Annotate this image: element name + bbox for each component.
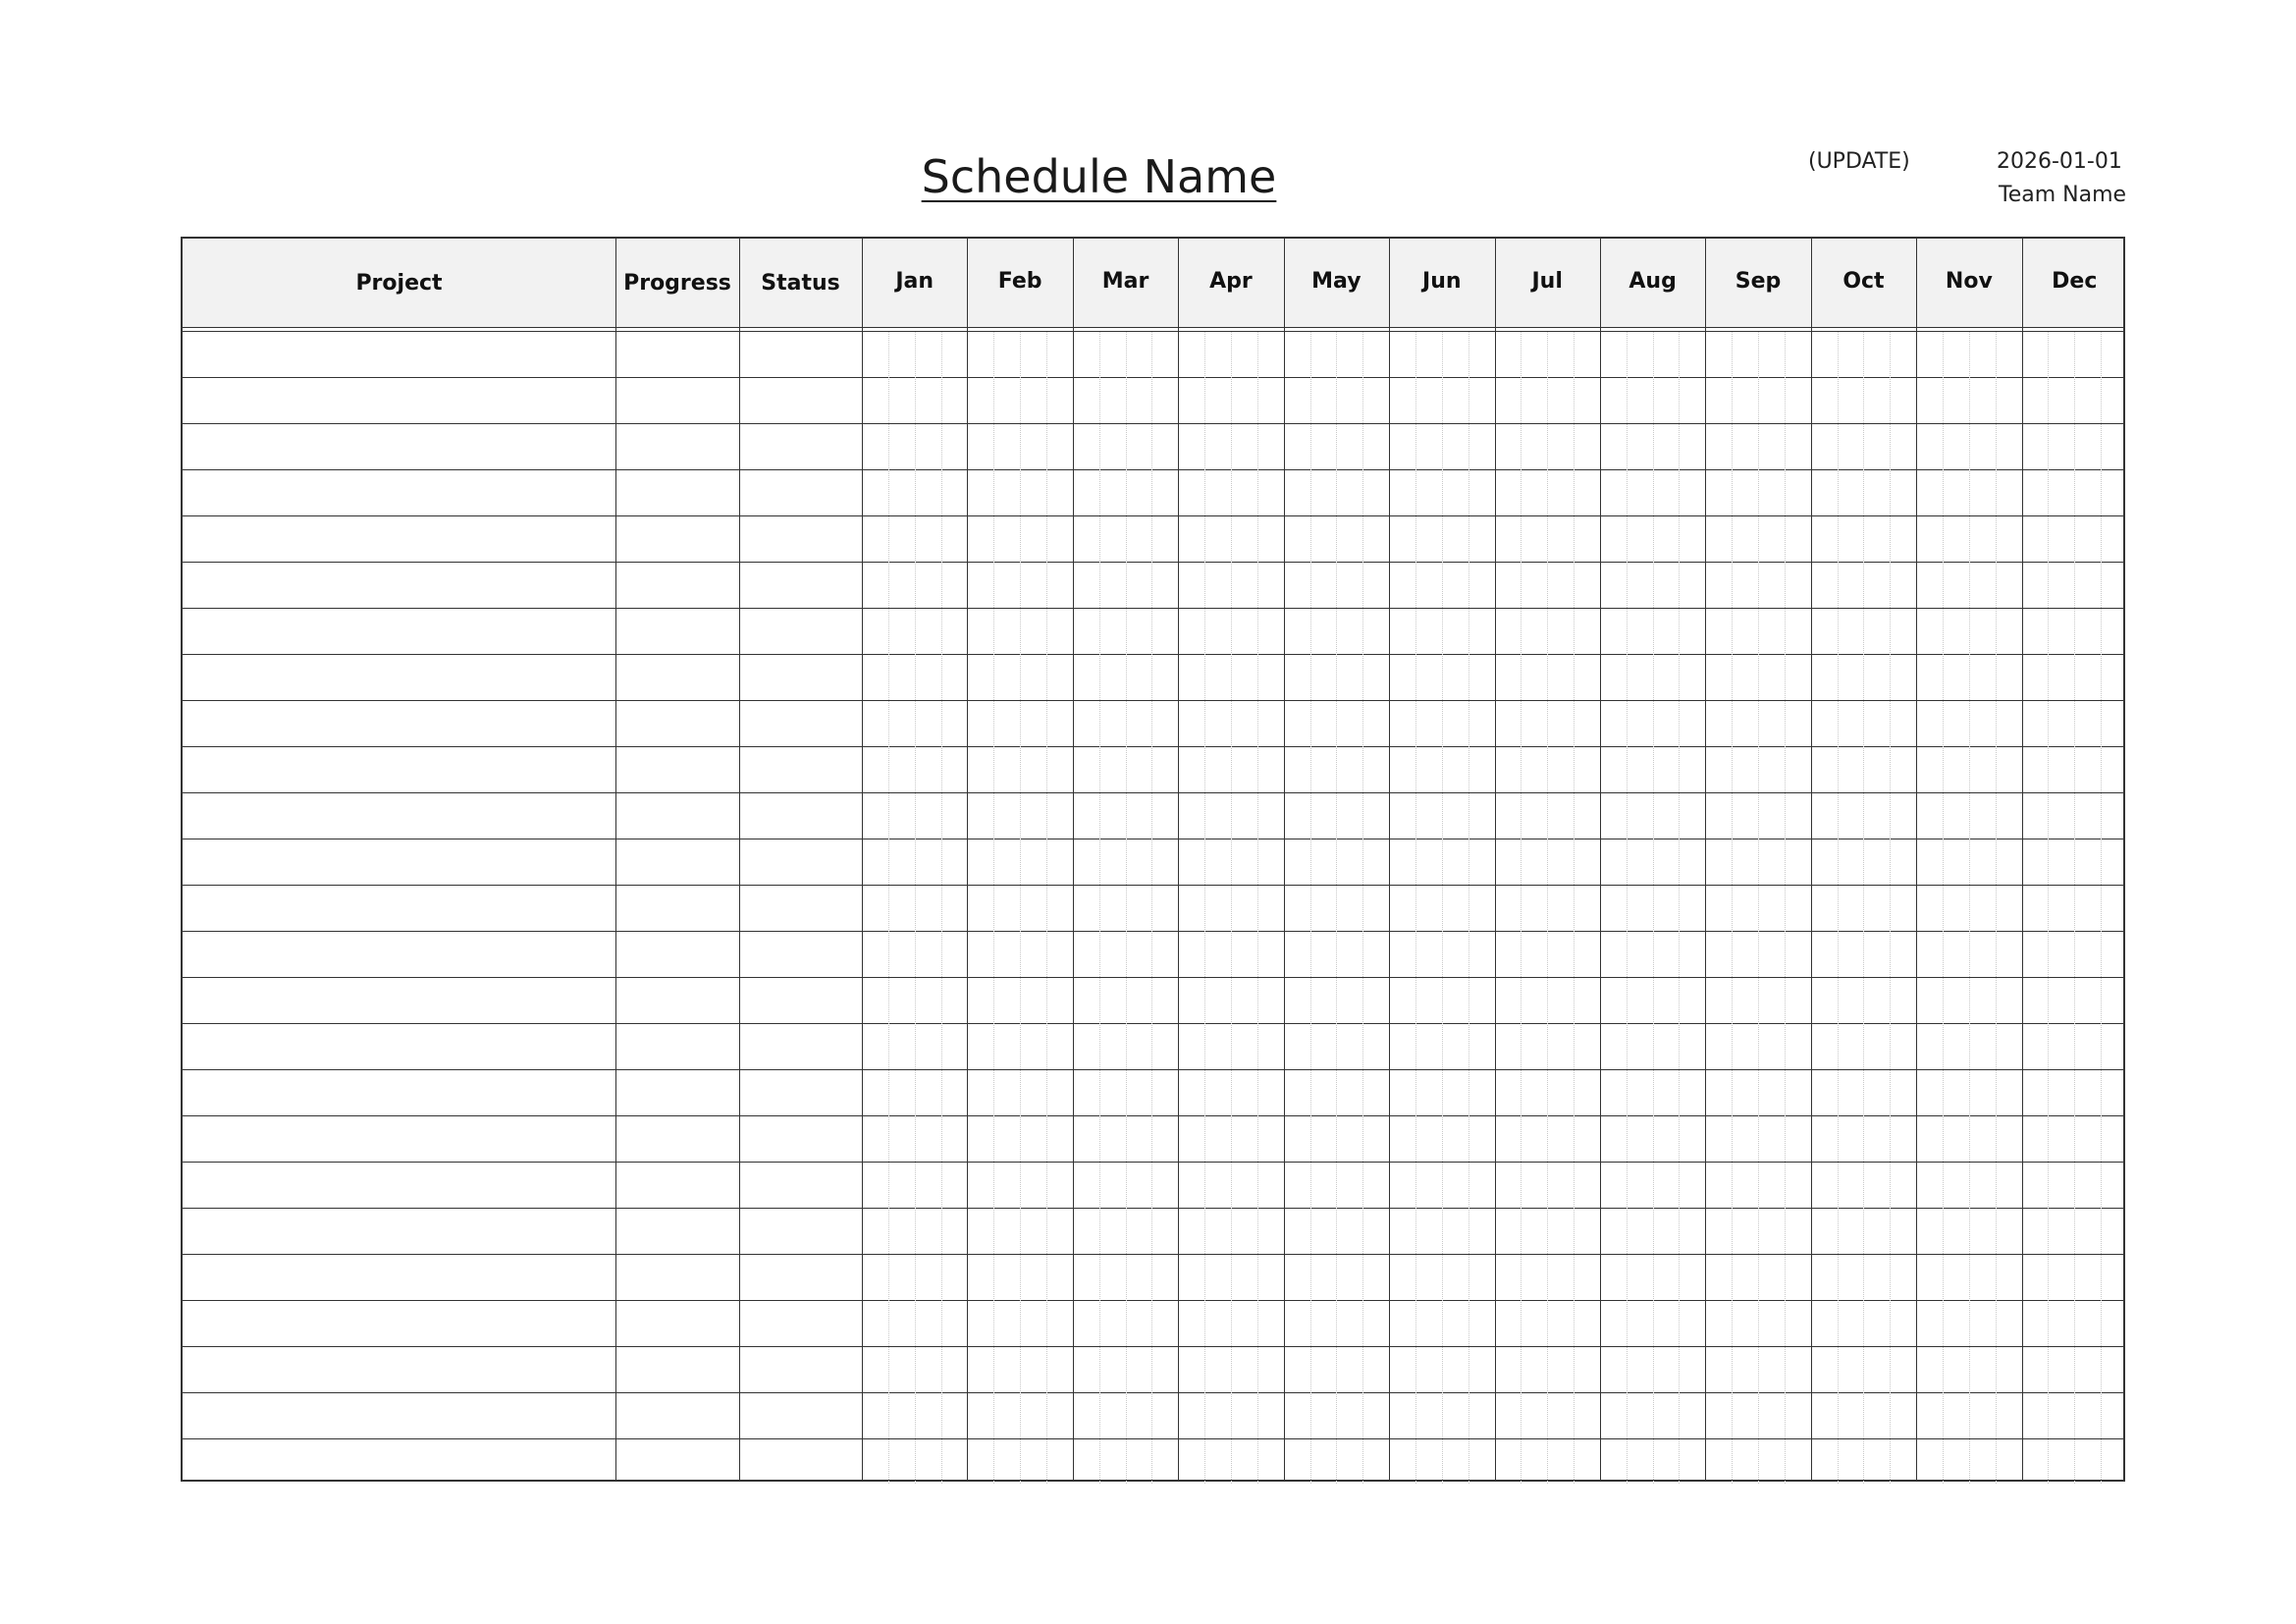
week-divider [1442, 332, 1443, 1484]
week-divider [1653, 332, 1654, 1484]
table-row[interactable] [183, 792, 2123, 839]
cell-project[interactable] [183, 515, 615, 562]
cell-status[interactable] [739, 1346, 862, 1392]
table-row[interactable] [183, 515, 2123, 562]
row-divider [183, 1069, 2123, 1070]
column-divider [862, 239, 863, 1480]
table-row[interactable] [183, 839, 2123, 885]
table-row[interactable] [183, 977, 2123, 1023]
month-header-mar: Mar [1101, 268, 1149, 294]
row-divider [183, 562, 2123, 563]
week-divider [1099, 332, 1100, 1484]
table-row[interactable] [183, 931, 2123, 977]
week-divider [1204, 332, 1205, 1484]
cell-project[interactable] [183, 1115, 615, 1162]
cell-project[interactable] [183, 562, 615, 608]
row-divider [183, 1115, 2123, 1116]
week-divider [1785, 332, 1786, 1484]
cell-progress[interactable] [615, 654, 739, 700]
week-divider [1362, 332, 1363, 1484]
cell-status[interactable] [739, 792, 862, 839]
cell-progress[interactable] [615, 792, 739, 839]
cell-status[interactable] [739, 1300, 862, 1346]
table-row[interactable] [183, 608, 2123, 654]
cell-status[interactable] [739, 331, 862, 377]
row-divider [183, 746, 2123, 747]
row-divider [183, 608, 2123, 609]
week-divider [1547, 332, 1548, 1484]
cell-project[interactable] [183, 746, 615, 792]
row-divider [183, 1162, 2123, 1163]
week-divider [1890, 332, 1891, 1484]
cell-project[interactable] [183, 1300, 615, 1346]
cell-status[interactable] [739, 931, 862, 977]
cell-project[interactable] [183, 1023, 615, 1069]
week-divider [1257, 332, 1258, 1484]
column-divider [1284, 239, 1285, 1480]
column-divider [615, 239, 616, 1480]
table-row[interactable] [183, 1254, 2123, 1300]
cell-project[interactable] [183, 423, 615, 469]
column-divider [739, 239, 740, 1480]
column-divider [1495, 239, 1496, 1480]
cell-status[interactable] [739, 423, 862, 469]
week-divider [2101, 332, 2102, 1484]
table-row[interactable] [183, 331, 2123, 377]
row-divider [183, 1023, 2123, 1024]
cell-progress[interactable] [615, 1023, 739, 1069]
row-divider [183, 700, 2123, 701]
week-divider [2048, 332, 2049, 1484]
week-divider [1627, 332, 1628, 1484]
column-divider [1073, 239, 1074, 1480]
week-divider [1943, 332, 1944, 1484]
row-divider [183, 1208, 2123, 1209]
column-divider [967, 239, 968, 1480]
cell-progress[interactable] [615, 1069, 739, 1115]
cell-project[interactable] [183, 469, 615, 515]
month-header-dec: Dec [2052, 268, 2098, 294]
table-header [183, 239, 2123, 327]
week-divider [941, 332, 942, 1484]
cell-progress[interactable] [615, 1208, 739, 1254]
cell-progress[interactable] [615, 746, 739, 792]
column-divider [1600, 239, 1601, 1480]
team-name: Team Name [1999, 183, 2127, 207]
cell-status[interactable] [739, 1438, 862, 1485]
row-divider [183, 885, 2123, 886]
column-header-project: Project [355, 270, 443, 296]
week-divider [1468, 332, 1469, 1484]
week-divider [1415, 332, 1416, 1484]
column-divider [1916, 239, 1917, 1480]
month-header-aug: Aug [1629, 268, 1677, 294]
week-divider [1336, 332, 1337, 1484]
week-divider [993, 332, 994, 1484]
week-divider [1231, 332, 1232, 1484]
table-row[interactable] [183, 1208, 2123, 1254]
month-header-jun: Jun [1422, 268, 1462, 294]
table-row[interactable] [183, 1069, 2123, 1115]
cell-status[interactable] [739, 700, 862, 746]
row-divider [183, 792, 2123, 793]
cell-progress[interactable] [615, 885, 739, 931]
table-row[interactable] [183, 1300, 2123, 1346]
table-row[interactable] [183, 654, 2123, 700]
header-divider [183, 327, 2123, 328]
week-divider [888, 332, 889, 1484]
cell-progress[interactable] [615, 931, 739, 977]
cell-project[interactable] [183, 1346, 615, 1392]
cell-status[interactable] [739, 654, 862, 700]
cell-project[interactable] [183, 331, 615, 377]
week-divider [915, 332, 916, 1484]
month-header-nov: Nov [1945, 268, 1993, 294]
cell-progress[interactable] [615, 1254, 739, 1300]
page-title: Schedule Name [921, 150, 1277, 203]
week-divider [1969, 332, 1970, 1484]
cell-progress[interactable] [615, 377, 739, 423]
table-row[interactable] [183, 1162, 2123, 1208]
cell-progress[interactable] [615, 1392, 739, 1438]
cell-project[interactable] [183, 1208, 615, 1254]
cell-project[interactable] [183, 885, 615, 931]
column-divider [1178, 239, 1179, 1480]
row-divider [183, 423, 2123, 424]
cell-project[interactable] [183, 1254, 615, 1300]
cell-status[interactable] [739, 1069, 862, 1115]
week-divider [1863, 332, 1864, 1484]
row-divider [183, 1254, 2123, 1255]
table-row[interactable] [183, 469, 2123, 515]
row-divider [183, 931, 2123, 932]
cell-status[interactable] [739, 977, 862, 1023]
row-divider [183, 654, 2123, 655]
row-divider [183, 1346, 2123, 1347]
row-divider [183, 977, 2123, 978]
cell-project[interactable] [183, 1438, 615, 1485]
cell-status[interactable] [739, 1023, 862, 1069]
update-label: (UPDATE) [1808, 149, 1910, 174]
cell-progress[interactable] [615, 700, 739, 746]
row-divider [183, 1300, 2123, 1301]
cell-progress[interactable] [615, 1300, 739, 1346]
week-divider [1838, 332, 1839, 1484]
cell-progress[interactable] [615, 839, 739, 885]
cell-progress[interactable] [615, 608, 739, 654]
month-header-sep: Sep [1735, 268, 1782, 294]
cell-progress[interactable] [615, 469, 739, 515]
cell-status[interactable] [739, 1162, 862, 1208]
schedule-table [181, 237, 2125, 1482]
column-divider [2022, 239, 2023, 1480]
cell-status[interactable] [739, 839, 862, 885]
row-divider [183, 1438, 2123, 1439]
table-row[interactable] [183, 1438, 2123, 1485]
column-header-status: Status [761, 270, 840, 296]
month-header-may: May [1311, 268, 1362, 294]
cell-project[interactable] [183, 608, 615, 654]
cell-progress[interactable] [615, 977, 739, 1023]
week-divider [1732, 332, 1733, 1484]
week-divider [1126, 332, 1127, 1484]
update-date: 2026-01-01 [1997, 149, 2122, 174]
cell-project[interactable] [183, 1162, 615, 1208]
week-divider [1046, 332, 1047, 1484]
week-divider [1679, 332, 1680, 1484]
cell-status[interactable] [739, 469, 862, 515]
table-row[interactable] [183, 1115, 2123, 1162]
cell-project[interactable] [183, 1392, 615, 1438]
cell-project[interactable] [183, 1069, 615, 1115]
cell-project[interactable] [183, 377, 615, 423]
cell-progress[interactable] [615, 1162, 739, 1208]
week-divider [1521, 332, 1522, 1484]
cell-progress[interactable] [615, 515, 739, 562]
cell-progress[interactable] [615, 1115, 739, 1162]
month-header-jan: Jan [895, 268, 934, 294]
cell-project[interactable] [183, 792, 615, 839]
row-divider [183, 469, 2123, 470]
row-divider [183, 515, 2123, 516]
week-divider [1574, 332, 1575, 1484]
week-divider [1310, 332, 1311, 1484]
cell-progress[interactable] [615, 1346, 739, 1392]
cell-status[interactable] [739, 377, 862, 423]
column-divider [1389, 239, 1390, 1480]
column-header-progress: Progress [623, 270, 731, 296]
cell-status[interactable] [739, 1254, 862, 1300]
cell-status[interactable] [739, 608, 862, 654]
cell-status[interactable] [739, 885, 862, 931]
cell-status[interactable] [739, 1392, 862, 1438]
column-divider [1811, 239, 1812, 1480]
month-header-jul: Jul [1531, 268, 1563, 294]
week-divider [1151, 332, 1152, 1484]
month-header-feb: Feb [997, 268, 1042, 294]
week-divider [1758, 332, 1759, 1484]
cell-project[interactable] [183, 700, 615, 746]
cell-project[interactable] [183, 839, 615, 885]
cell-status[interactable] [739, 746, 862, 792]
table-row[interactable] [183, 700, 2123, 746]
table-row[interactable] [183, 1346, 2123, 1392]
column-divider [1705, 239, 1706, 1480]
row-divider [183, 377, 2123, 378]
table-row[interactable] [183, 423, 2123, 469]
cell-status[interactable] [739, 562, 862, 608]
cell-project[interactable] [183, 977, 615, 1023]
week-divider [1996, 332, 1997, 1484]
cell-status[interactable] [739, 1208, 862, 1254]
cell-progress[interactable] [615, 562, 739, 608]
cell-status[interactable] [739, 515, 862, 562]
table-row[interactable] [183, 746, 2123, 792]
table-row[interactable] [183, 377, 2123, 423]
row-divider [183, 1392, 2123, 1393]
cell-progress[interactable] [615, 1438, 739, 1485]
cell-project[interactable] [183, 931, 615, 977]
cell-project[interactable] [183, 654, 615, 700]
week-divider [1020, 332, 1021, 1484]
week-divider [2074, 332, 2075, 1484]
table-row[interactable] [183, 562, 2123, 608]
table-row[interactable] [183, 1392, 2123, 1438]
cell-progress[interactable] [615, 423, 739, 469]
cell-status[interactable] [739, 1115, 862, 1162]
table-row[interactable] [183, 885, 2123, 931]
table-row[interactable] [183, 1023, 2123, 1069]
month-header-apr: Apr [1209, 268, 1253, 294]
cell-progress[interactable] [615, 331, 739, 377]
month-header-oct: Oct [1842, 268, 1885, 294]
